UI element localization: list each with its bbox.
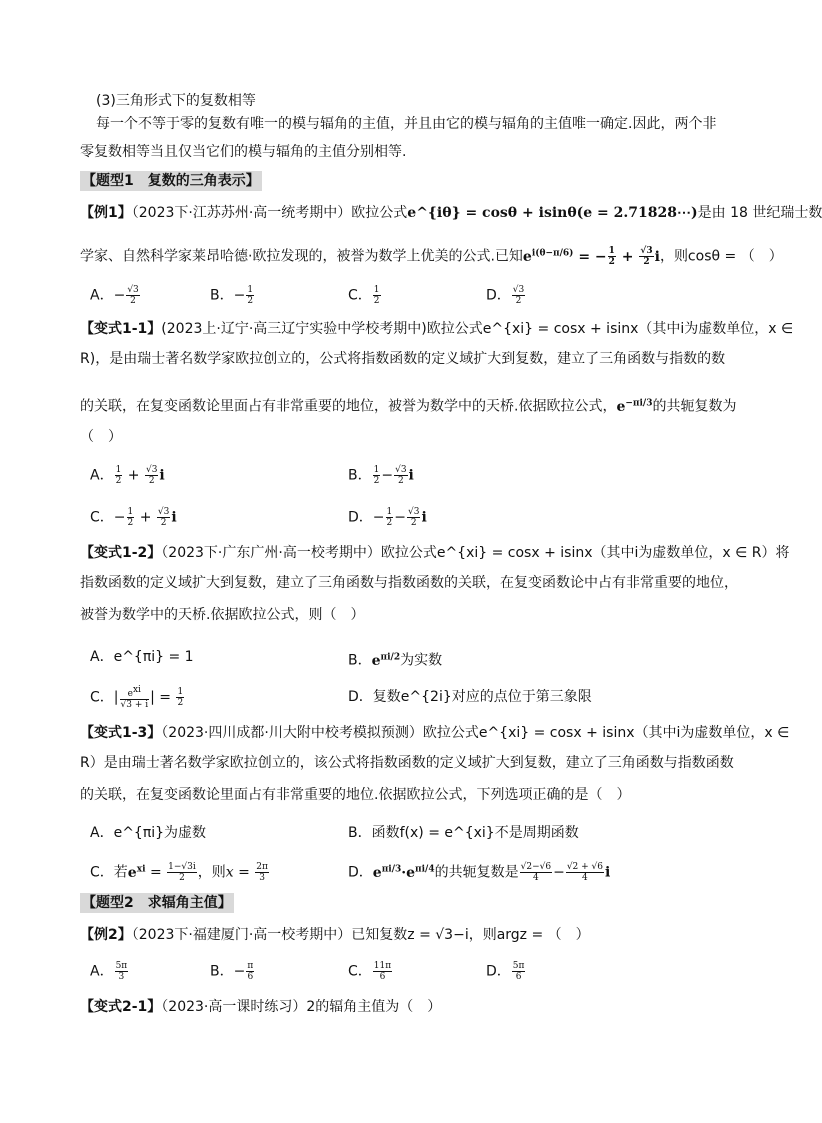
v11-option-d: D．− $\frac{1}{2}$ − $\frac{√3}{2}$ i: [348, 507, 427, 528]
ex1-option-d: D． $\frac{√3}{2}$: [486, 285, 525, 306]
v11-line1: [80, 319, 793, 339]
ex1-line2-a: 学家、自然科学家莱昂哈德·欧拉发现的，被誉为数学上优美的公式.已知: [80, 248, 523, 265]
v11-option-c: C．− $\frac{1}{2}$ + $\frac{√3}{2}$ i: [90, 507, 177, 528]
v21-source: （2023·高一课时练习）: [161, 999, 307, 1015]
ex1-line2-b: 则cosθ = （ ）: [673, 248, 783, 265]
section-heading: (3)三角形式下的复数相等: [96, 93, 256, 109]
v12-text-a: 欧拉公式e^{xi} = cosx + isinx（其中i为虚数单位，x ∈ R）将: [380, 545, 790, 561]
ex2-label: 【例2】: [80, 927, 132, 943]
v13-line1: [80, 723, 789, 743]
v12-line2: 指数函数的定义域扩大到复数，建立了三角函数与指数函数的关联，在复变函数论中占有非常重要的地位，: [80, 575, 738, 591]
v13-line3: 的关联，在复变函数论里面占有非常重要的地位.依据欧拉公式，下列选项正确的是（ ）: [80, 787, 631, 803]
ex1-formula: e^{iθ} = cosθ + isinθ(e = 2.71828⋯): [407, 205, 698, 221]
ex1-given-formula: $e^{i(\theta-\pi/6)}$ = − $\frac{1}{2}$ + $\frac{√3}{2}$ i: [522, 246, 660, 268]
ex2-text: 已知复数z = √3−i，则argz = （ ）: [351, 927, 590, 943]
v11-text-a: 欧拉公式e^{xi} = cosx + isinx（其中i为虚数单位，x ∈: [426, 321, 794, 337]
v13-option-a: A．e^{πi}为虚数: [90, 825, 207, 841]
v13-label: 【变式1-3】: [80, 725, 162, 741]
ex2-option-c: C． $\frac{11\pi}{6}$: [348, 961, 392, 982]
v11-expr: $e^{-\pi i/3}$: [616, 398, 653, 415]
topic2-label: 【题型2 求辐角主值】: [82, 895, 232, 911]
v11-option-a: A． $\frac{1}{2}$ + $\frac{√3}{2}$ i: [90, 465, 165, 486]
ex2-source: （2023下·福建厦门·高一校考期中）: [131, 927, 352, 943]
v13-text-a: 欧拉公式e^{xi} = cosx + isinx（其中i为虚数单位，x ∈: [422, 725, 790, 741]
ex1-label: 【例1】: [80, 205, 132, 221]
ex1-text-a: 欧拉公式: [351, 205, 408, 221]
v12-option-b: B．$e^{\pi i/2}$为实数: [348, 652, 443, 669]
v13-source: （2023·四川成都·川大附中校考模拟预测）: [161, 725, 423, 741]
v12-label: 【变式1-2】: [80, 545, 162, 561]
ex1-line1: [80, 203, 822, 223]
v11-line4: （ ）: [80, 429, 122, 445]
v12-source: （2023下·广东广州·高一校考期中）: [161, 545, 381, 561]
ex1-option-c: C． $\frac{1}{2}$: [348, 285, 380, 306]
v13-option-c: C．若$e^{xi}$ = $\frac{1-√3i}{2}$ ，则x = $\frac{2\pi}{3}$: [90, 862, 268, 884]
ex2-option-d: D． $\frac{5\pi}{6}$: [486, 961, 525, 982]
ex1-option-a: A．− $\frac{√3}{2}$: [90, 285, 139, 306]
v21-line1: [80, 997, 441, 1017]
v13-option-b: B．函数f(x) = e^{xi}不是周期函数: [348, 825, 579, 841]
v21-text: 2的辐角主值为（ ）: [306, 999, 442, 1015]
v12-option-c: C．| $\frac{e^{xi}}{√3 + i}$ | = $\frac{1}{2}$: [90, 685, 184, 710]
v11-source: (2023上·辽宁·高三辽宁实验中学校考期中): [161, 321, 427, 337]
v11-line2: R)，是由瑞士著名数学家欧拉创立的，公式将指数函数的定义域扩大到复数，建立了三角函数与指数的数: [80, 351, 726, 367]
v11-line3-tail: 的共轭复数为: [652, 398, 737, 415]
ex2-option-b: B．− $\frac{\pi}{6}$: [210, 961, 254, 982]
v12-option-a: A．e^{πi} = 1: [90, 649, 194, 665]
v21-label: 【变式2-1】: [80, 999, 162, 1015]
topic1-label: 【题型1 复数的三角表示】: [82, 173, 260, 189]
ex1-line2: 学家、自然科学家莱昂哈德·欧拉发现的，被誉为数学上优美的公式.已知$e^{i(\theta-\pi/6)}$ = − $\frac{1}{2}$ + $\frac{√3}{2}$ i，则cosθ = （ ）: [80, 246, 783, 268]
ex1-source: （2023下·江苏苏州·高一统考期中）: [131, 205, 352, 221]
v13-line2: R）是由瑞士著名数学家欧拉创立的，该公式将指数函数的定义域扩大到复数，建立了三角函数与指数函数: [80, 755, 734, 771]
v11-line3-text: 的关联，在复变函数论里面占有非常重要的地位，被誉为数学中的天桥.依据欧拉公式，: [80, 398, 617, 415]
v12-option-d: D．复数e^{2i}对应的点位于第三象限: [348, 689, 592, 705]
ex2-line1: [80, 925, 590, 945]
v11-option-b: B． $\frac{1}{2}$ − $\frac{√3}{2}$ i: [348, 465, 414, 486]
v11-label: 【变式1-1】: [80, 321, 162, 337]
ex1-text-b: 是由 18 世纪瑞士数: [697, 205, 822, 221]
v12-line3: 被誉为数学中的天桥.依据欧拉公式，则（ ）: [80, 607, 365, 623]
v13-option-d: D．$e^{\pi i/3}\cdot e^{\pi i/4}$的共轭复数是 $\frac{√2-√6}{4}$ − $\frac{√2 + √6}{4}$ i: [348, 862, 611, 884]
section-body: 每一个不等于零的复数有唯一的模与辐角的主值，并且由它的模与辐角的主值唯一确定.因此，两个非零复数相等当且仅当它们的模与辐角的主值分别相等.: [80, 116, 717, 160]
v12-line1: [80, 543, 790, 563]
ex1-option-b: B．− $\frac{1}{2}$: [210, 285, 254, 306]
v11-line3: [80, 393, 736, 417]
ex2-option-a: A． $\frac{5\pi}{3}$: [90, 961, 128, 982]
